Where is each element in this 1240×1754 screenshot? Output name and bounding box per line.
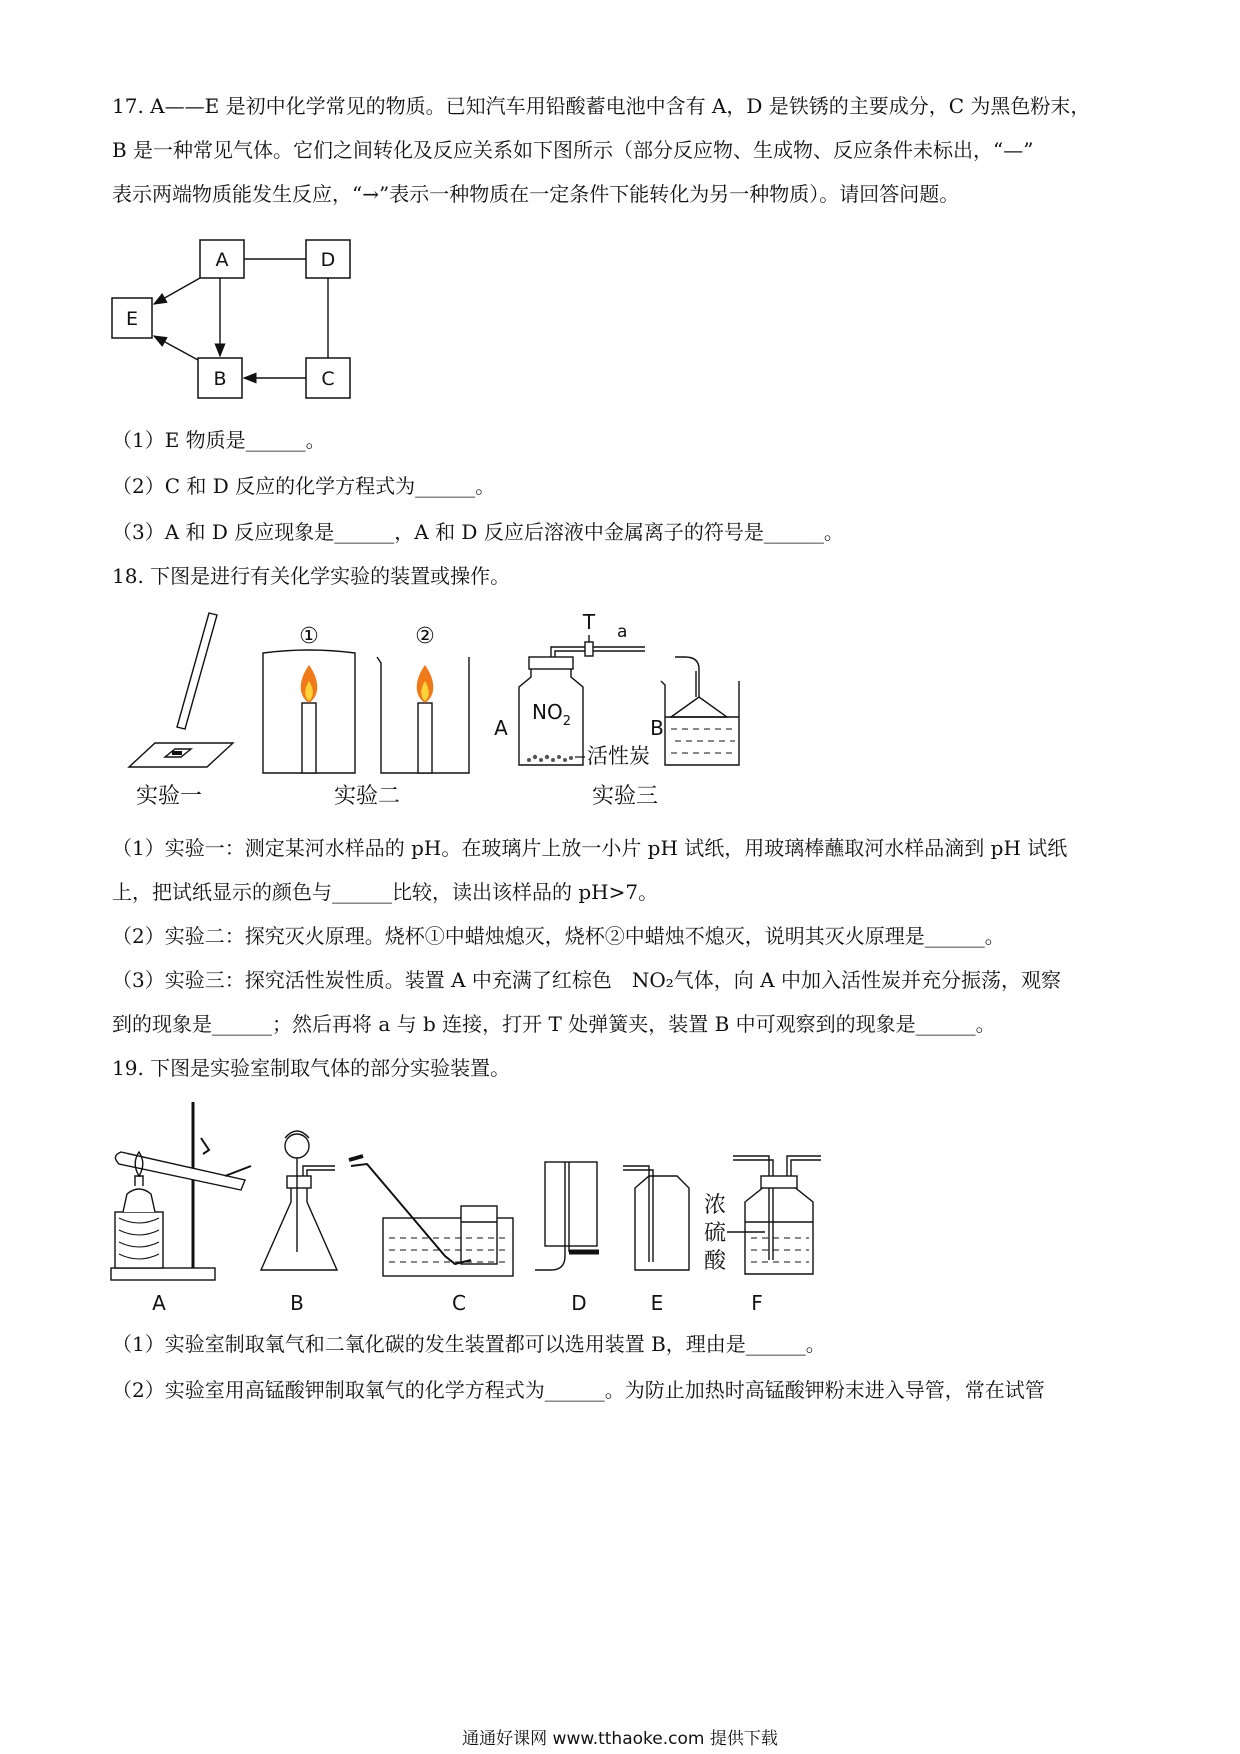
apparatus-d [535, 1162, 599, 1270]
q18-question-1b: 上，把试纸显示的颜色与______比较，读出该样品的 pH>7。 [112, 880, 659, 904]
q18-question-1a: （1）实验一：测定某河水样品的 pH。在玻璃片上放一小片 pH 试纸，用玻璃棒蘸取河水样品滴到 pH 试纸 [112, 836, 1068, 860]
q17-question-3: （3）A 和 D 反应现象是______，A 和 D 反应后溶液中金属离子的符号是______。 [112, 520, 844, 544]
apparatus-c [349, 1156, 513, 1276]
node-b-label: B [213, 368, 227, 390]
apparatus-a-label: A [152, 1291, 166, 1315]
glass-rod-and-plate [129, 613, 233, 767]
q19-apparatus-figure [105, 1094, 925, 1324]
q18-question-3b: 到的现象是______；然后再将 a 与 b 连接，打开 T 处弹簧夹，装置 B 中可观察到的现象是______。 [112, 1012, 996, 1036]
q17-stem-line-1: 17. A——E 是初中化学常见的物质。已知汽车用铅酸蓄电池中含有 A，D 是铁锈的主要成分，C 为黑色粉末， [112, 94, 1091, 118]
candle-2 [418, 703, 432, 773]
q18-experiment-figure [105, 605, 845, 815]
apparatus-f-label: F [751, 1291, 763, 1315]
node-a-label: A [215, 249, 229, 271]
label-a: a [617, 622, 628, 642]
apparatus-e [623, 1166, 689, 1270]
spring-clamp-t [585, 642, 593, 656]
q17-relation-diagram [100, 228, 380, 408]
apparatus-d-label: D [571, 1291, 587, 1315]
q17-question-1: （1）E 物质是______。 [112, 428, 326, 452]
flame-2 [417, 665, 434, 703]
caption-exp2: 实验二 [333, 784, 401, 809]
q17-question-2: （2）C 和 D 反应的化学方程式为______。 [112, 474, 496, 498]
node-c-label: C [321, 368, 335, 390]
beaker-b-label: B [650, 716, 664, 740]
beaker-2-label: ② [415, 624, 435, 649]
apparatus-f [727, 1156, 821, 1274]
acid-label-2: 硫 [703, 1221, 727, 1246]
flame-1 [301, 665, 318, 703]
label-t: T [582, 610, 596, 634]
apparatus-b [261, 1131, 337, 1270]
q17-stem-line-3: 表示两端物质能发生反应，“→”表示一种物质在一定条件下能转化为另一种物质）。请回答问题。 [112, 182, 960, 206]
beaker-1-label: ① [299, 624, 319, 649]
page-footer: 通通好课网 www.tthaoke.com 提供下载 [462, 1729, 778, 1749]
apparatus-b-label: B [290, 1291, 304, 1315]
node-d-label: D [320, 249, 336, 271]
acid-label-3: 酸 [703, 1249, 727, 1274]
apparatus-e-label: E [650, 1291, 664, 1315]
q19-question-1: （1）实验室制取氧气和二氧化碳的发生装置都可以选用装置 B，理由是______。 [112, 1332, 826, 1356]
bottle-a-label: A [494, 716, 508, 740]
q17-stem-line-2: B 是一种常见气体。它们之间转化及反应关系如下图所示（部分反应物、生成物、反应条件未标出，“—” [112, 138, 1034, 162]
beaker-b-water [671, 729, 735, 753]
q18-stem: 18. 下图是进行有关化学实验的装置或操作。 [112, 564, 511, 588]
node-e-label: E [125, 308, 139, 330]
q18-question-3a: （3）实验三：探究活性炭性质。装置 A 中充满了红棕色 NO₂气体，向 A 中加入活性炭并充分振荡，观察 [112, 968, 1061, 992]
caption-exp1: 实验一 [135, 784, 203, 809]
candle-1 [302, 703, 316, 773]
arrow-b-to-e [154, 336, 198, 360]
no2-label: $NO_2$ [532, 700, 571, 729]
acid-label-1: 浓 [703, 1193, 727, 1218]
beaker-b [661, 657, 739, 765]
q19-stem: 19. 下图是实验室制取气体的部分实验装置。 [112, 1056, 511, 1080]
activated-carbon-label: 活性炭 [587, 744, 650, 768]
q18-question-2: （2）实验二：探究灭火原理。烧杯①中蜡烛熄灭，烧杯②中蜡烛不熄灭，说明其灭火原理是______。 [112, 924, 1005, 948]
apparatus-a [111, 1102, 251, 1280]
apparatus-c-label: C [452, 1291, 466, 1315]
q19-question-2: （2）实验室用高锰酸钾制取氧气的化学方程式为______。为防止加热时高锰酸钾粉末进入导管，常在试管 [112, 1378, 1045, 1402]
arrow-a-to-e [154, 278, 200, 304]
caption-exp3: 实验三 [591, 784, 659, 809]
